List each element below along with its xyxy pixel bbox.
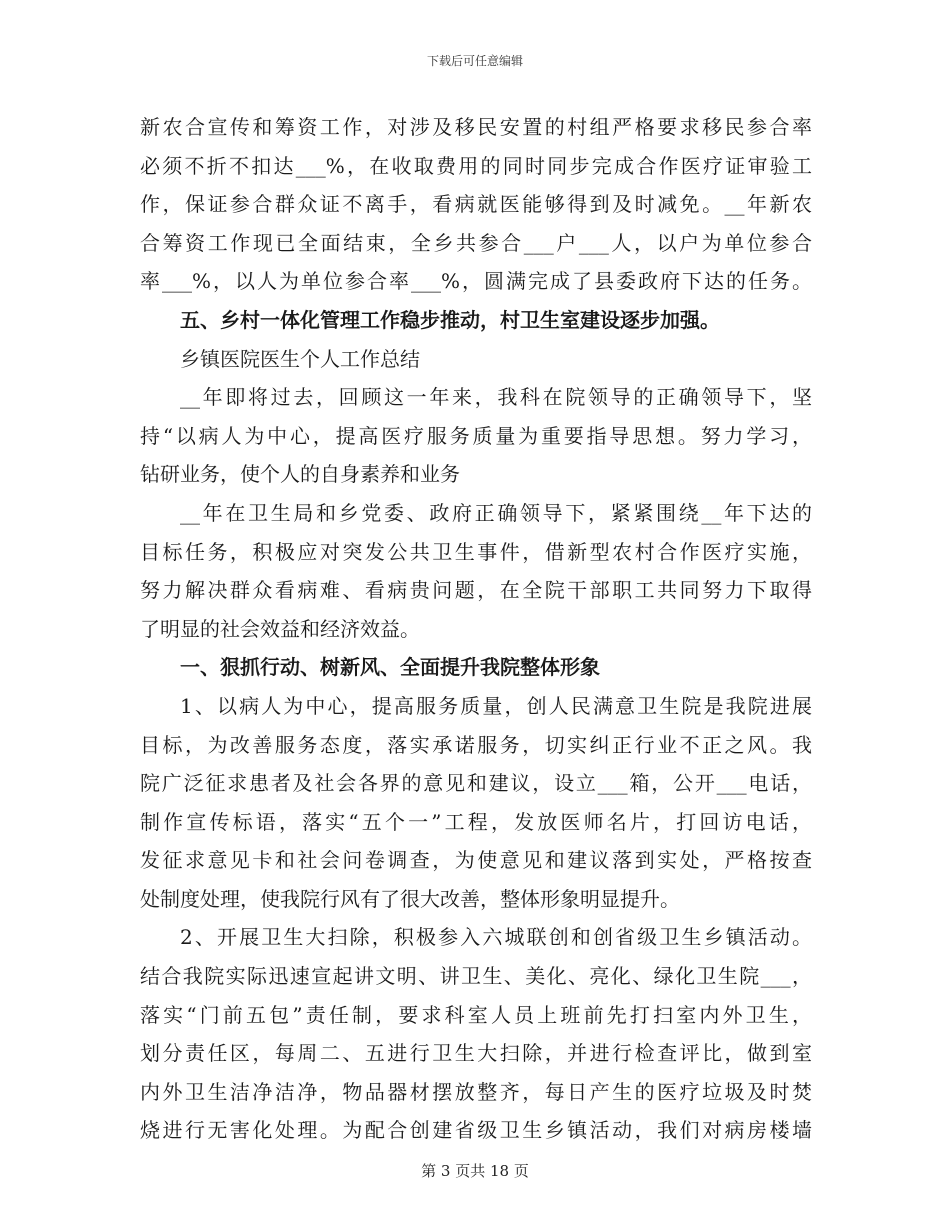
text-line: 新农合宣传和筹资工作，对涉及移民安置的村组严格要求移民参合率 [140,115,812,139]
document-body [140,108,812,1150]
page-footer: 第 3 页共 18 页 [421,1162,529,1180]
text-line: 落实“门前五包”责任制，要求科室人员上班前先打扫室内外卫生， [140,1002,812,1027]
section-heading: 五、乡村一体化管理工作稳步推动，村卫生室建设逐步加强。 [180,307,720,332]
text-line: 处制度处理，使我院行风有了很大改善，整体形象明显提升。 [140,886,680,911]
text-line: __年在卫生局和乡党委、政府正确领导下，紧紧围绕__年下达的 [180,500,812,525]
text-line: 1、以病人为中心，提高服务质量，创人民满意卫生院是我院进展 [180,693,812,718]
text-line: 必须不折不扣达___%，在收取费用的同时同步完成合作医疗证审验工 [140,153,812,178]
text-line: 内外卫生洁净洁净，物品器材摆放整齐，每日产生的医疗垃圾及时焚 [140,1079,812,1104]
text-line: 目标，为改善服务态度，落实承诺服务，切实纠正行业不正之风。我 [140,732,812,757]
text-line: 结合我院实际迅速宣起讲文明、讲卫生、美化、亮化、绿化卫生院___， [140,964,812,989]
text-line: 持“以病人为中心，提高医疗服务质量为重要指导思想。努力学习， [140,423,812,448]
text-line: 制作宣传标语，落实“五个一”工程，发放医师名片，打回访电话， [140,809,812,834]
text-line: 作，保证参合群众证不离手，看病就医能够得到及时减免。__年新农 [140,192,812,217]
text-line: 率___%，以人为单位参合率___%，圆满完成了县委政府下达的任务。 [140,269,812,294]
text-line: 发征求意见卡和社会问卷调查，为使意见和建议落到实处，严格按查 [140,848,812,873]
text-line: 了明显的社会效益和经济效益。 [140,616,420,641]
text-line: 烧进行无害化处理。为配合创建省级卫生乡镇活动，我们对病房楼墙 [140,1118,812,1143]
text-line: 钻研业务，使个人的自身素养和业务 [140,462,460,487]
section-heading: 一、狠抓行动、树新风、全面提升我院整体形象 [180,655,600,680]
text-line: 划分责任区，每周二、五进行卫生大扫除，并进行检查评比，做到室 [140,1041,812,1066]
text-line: 乡镇医院医生个人工作总结 [180,346,420,371]
text-line: 努力解决群众看病难、看病贵问题，在全院干部职工共同努力下取得 [140,578,812,603]
text-line: 2、开展卫生大扫除，积极参入六城联创和创省级卫生乡镇活动。 [180,925,812,950]
page-header: 下载后可任意编辑 [426,54,523,68]
text-line: __年即将过去，回顾这一年来，我科在院领导的正确领导下，坚 [180,385,812,410]
text-line: 目标任务，积极应对突发公共卫生事件，借新型农村合作医疗实施， [140,539,812,564]
text-line: 合筹资工作现已全面结束，全乡共参合___户___人，以户为单位参合 [140,230,812,255]
text-line: 院广泛征求患者及社会各界的意见和建议，设立___箱，公开___电话， [140,771,812,796]
